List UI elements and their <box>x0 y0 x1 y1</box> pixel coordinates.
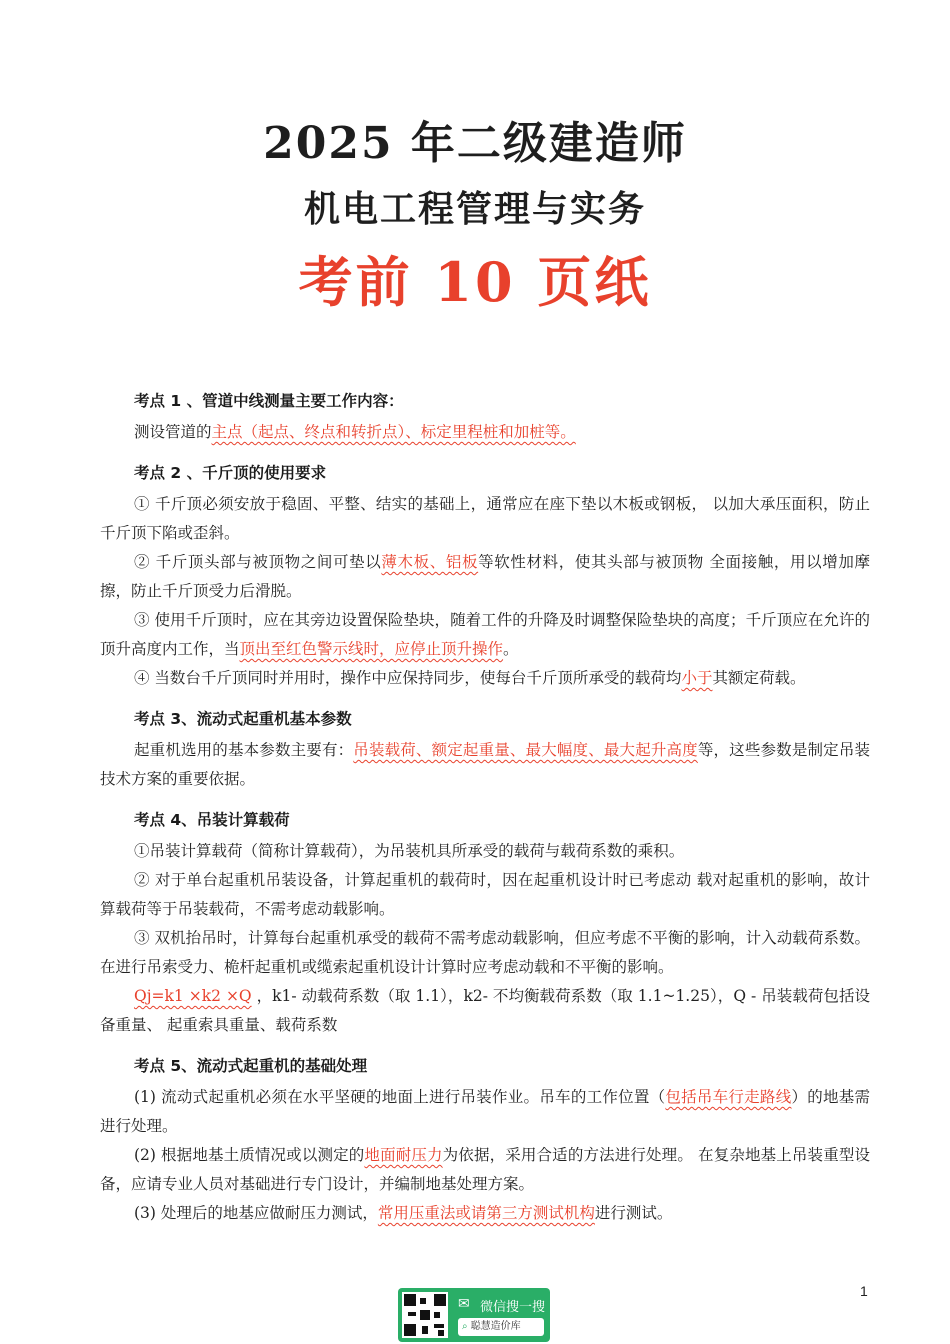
highlight: 薄木板、铝板 <box>381 553 479 571</box>
formula: Qj=k1 ×k2 ×Q <box>134 987 252 1005</box>
search-box[interactable] <box>458 1318 544 1336</box>
text: ② 千斤顶头部与被顶物之间可垫以 <box>134 553 382 571</box>
text: (1) 流动式起重机必须在水平坚硬的地面上进行吊装作业。吊车的工作位置（ <box>134 1088 666 1106</box>
section-heading: 考点 3、流动式起重机基本参数 <box>134 710 352 728</box>
title-main: 考前 10 页纸 <box>298 250 652 314</box>
paragraph <box>100 418 870 447</box>
paragraph: ③ 双机抬吊时，计算每台起重机承受的载荷不需考虑动载影响，但应考虑不平衡的影响，计入动载荷系数。在进行吊索受力、桅杆起重机或缆索起重机设计计算时应考虑动载和不平衡的影响。 <box>100 929 870 976</box>
content <box>100 388 870 1241</box>
text: 。 <box>503 640 519 658</box>
title-block <box>0 112 950 322</box>
text: ，k1- 动载荷系数（取 1.1），k2- 不均衡载荷系数（取 1.1~1.25），Q - 吊装载荷包括设备重量、 起重索具重量、载荷系数 <box>100 987 871 1034</box>
section-heading: 考点 1 、管道中线测量主要工作内容： <box>134 392 404 410</box>
qr-code-icon <box>402 1292 448 1338</box>
text: ④ 当数台千斤顶同时并用时，操作中应保持同步，使每台千斤顶所承受的载荷均 <box>134 669 682 687</box>
paragraph <box>100 548 870 606</box>
text: 测设管道的 <box>134 423 212 441</box>
paragraph <box>100 664 870 693</box>
text: ）的地基需进行处理。 <box>100 1088 870 1135</box>
text: 起重机选用的基本参数主要有： <box>134 741 354 759</box>
wechat-search-badge[interactable] <box>398 1288 550 1342</box>
paragraph: ② 对于单台起重机吊装设备，计算起重机的载荷时，因在起重机设计时已考虑动 载对起重机的影响，故计算载荷等于吊装载荷，不需考虑动载影响。 <box>100 871 870 918</box>
search-icon: ⌕ <box>462 1321 468 1332</box>
highlight: 包括吊车行走路线 <box>665 1088 792 1106</box>
text: (3) 处理后的地基应做耐压力测试， <box>134 1204 378 1222</box>
highlight: 小于 <box>681 669 713 687</box>
text: 等，这些参数是制定吊装技术方案的重要依据。 <box>100 741 870 788</box>
title-year: 2025 年二级建造师 <box>263 118 687 169</box>
highlight: 顶出至红色警示线时，应停止顶升操作 <box>239 640 504 658</box>
section-heading: 考点 2 、千斤顶的使用要求 <box>134 464 327 482</box>
paragraph <box>100 606 870 664</box>
paragraph <box>100 1141 870 1199</box>
wechat-label: 微信搜一搜 <box>480 1300 546 1315</box>
paragraph <box>100 982 870 1040</box>
text: (2) 根据地基土质情况或以测定的 <box>134 1146 365 1164</box>
title-subject: 机电工程管理与实务 <box>303 189 646 230</box>
paragraph: ① 千斤顶必须安放于稳固、平整、结实的基础上，通常应在座下垫以木板或钢板， 以加大承压面积，防止千斤顶下陷或歪斜。 <box>100 495 870 542</box>
section-3 <box>100 706 870 794</box>
text: 为依据，采用合适的方法进行处理。 在复杂地基上吊装重型设备，应请专业人员对基础进行专门设计，并编制地基处理方案。 <box>100 1146 870 1193</box>
text: 其额定荷载。 <box>712 669 806 687</box>
highlight: 地面耐压力 <box>364 1146 443 1164</box>
section-5 <box>100 1053 870 1228</box>
page-number: 1 <box>860 1283 868 1299</box>
paragraph <box>100 1083 870 1141</box>
highlight: 吊装载荷、额定起重量、最大幅度、最大起升高度 <box>353 741 698 759</box>
highlight: 常用压重法或请第三方测试机构 <box>377 1204 595 1222</box>
text: 等软性材料，使其头部与被顶物 全面接触，用以增加摩擦，防止千斤顶受力后滑脱。 <box>100 553 870 600</box>
paragraph <box>100 1199 870 1228</box>
section-heading: 考点 5、流动式起重机的基础处理 <box>134 1057 368 1075</box>
section-1 <box>100 388 870 447</box>
section-2 <box>100 460 870 693</box>
section-4 <box>100 807 870 1040</box>
paragraph: ①吊装计算载荷（简称计算载荷），为吊装机具所承受的载荷与载荷系数的乘积。 <box>134 842 685 860</box>
paragraph <box>100 736 870 794</box>
text: ③ 使用千斤顶时，应在其旁边设置保险垫块，随着工件的升降及时调整保险垫块的高度；千斤顶应在允许的顶升高度内工作，当 <box>100 611 870 658</box>
wechat-icon: ✉ <box>458 1296 470 1312</box>
section-heading: 考点 4、吊装计算载荷 <box>134 811 290 829</box>
highlight: 主点（起点、终点和转折点）、标定里程桩和加桩等。 <box>211 423 576 441</box>
search-text: 聪慧造价库 <box>470 1321 521 1332</box>
text: 进行测试。 <box>594 1204 673 1222</box>
